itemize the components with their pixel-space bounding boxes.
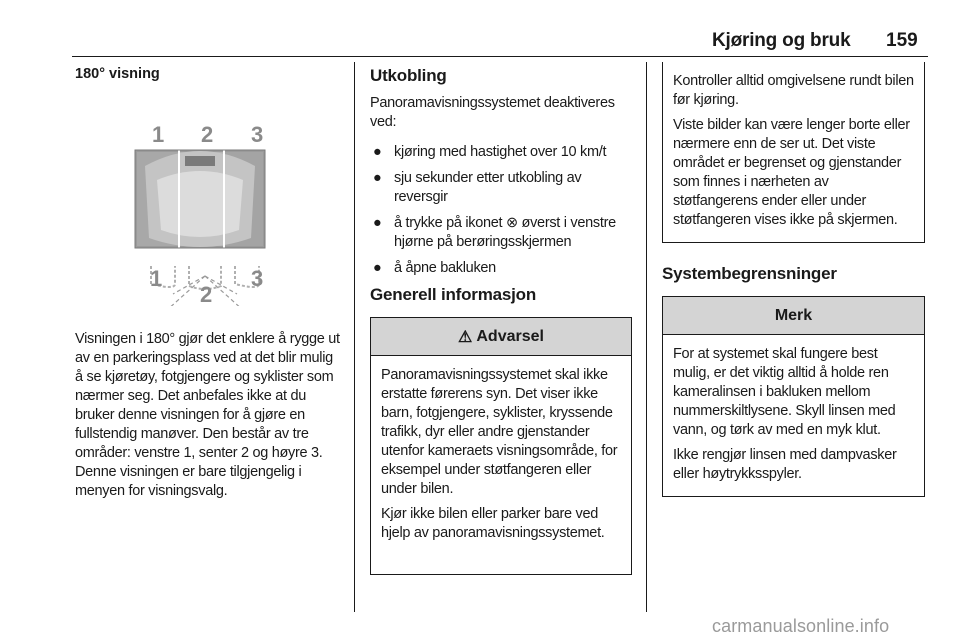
figure-bottom-label-1: 1 xyxy=(150,266,163,291)
warning-box-continued xyxy=(662,62,925,243)
warning-title: Advarsel xyxy=(476,327,544,345)
figure-bottom-label-3: 3 xyxy=(251,266,264,291)
list-item: ● å trykke på ikonet ⊗ øverst i venstre hjørne på berøringsskjermen xyxy=(373,215,616,250)
warning-box xyxy=(370,317,632,575)
paragraph-180-view: Visningen i 180° gjør det enklere å rygge ut av en parkeringsplass ved at det blir mulig å se kjøretøy, fotgjengere og syklister som nærmer seg. Det anbefales ikke at du bruker denne visningen for å gjøre en fullstendig manøver. Den består av tre områder: venstre 1, senter 2 og høyre 3. Denne visningen er bare tilgjengelig i menyen for visningsvalg. xyxy=(75,331,340,499)
column-divider-left xyxy=(354,62,355,612)
deactivation-list xyxy=(370,143,632,278)
continued-paragraph-1: Kontroller alltid omgivelsene rundt bilen før kjøring. xyxy=(673,73,914,108)
page-number: 159 xyxy=(886,30,918,51)
note-title: Merk xyxy=(774,306,813,324)
figure-top-label-2: 2 xyxy=(201,122,214,147)
note-box-body xyxy=(663,335,924,496)
heading-general-info: Generell informasjon xyxy=(370,285,537,304)
figure-bottom-label-2: 2 xyxy=(200,282,213,307)
column-divider-right xyxy=(646,62,647,612)
figure-top-label-3: 3 xyxy=(251,122,264,147)
page-header-title: Kjøring og bruk xyxy=(712,30,851,51)
column-2 xyxy=(370,66,632,575)
column-1 xyxy=(75,66,343,501)
watermark: carmanualsonline.info xyxy=(712,616,890,636)
list-item: ● å åpne bakluken xyxy=(373,260,496,276)
header-rule xyxy=(72,56,928,57)
section-subhead-180-view: 180° visning xyxy=(75,66,160,82)
list-item: ● kjøring med hastighet over 10 km/t xyxy=(373,144,607,160)
heading-system-limits: Systembegrensninger xyxy=(662,264,837,283)
warning-paragraph-2: Kjør ikke bilen eller parker bare ved hjelp av panoramavisningssystemet. xyxy=(381,506,605,541)
note-paragraph-2: Ikke rengjør linsen med dampvasker eller høytrykksspyler. xyxy=(673,447,897,482)
list-item: ● sju sekunder etter utkobling av reversgir xyxy=(373,170,582,205)
bullet-icon: ● xyxy=(373,144,382,160)
camera-view-illustration xyxy=(75,96,337,306)
note-box xyxy=(662,296,925,497)
note-paragraph-1: For at systemet skal fungere best mulig, er det viktig alltid å holde ren kameralinsen i bakluken mellom nummerskiltlysene. Skyll linsen med vann, og tørk av med en myk klut. xyxy=(673,346,896,438)
warning-box-header xyxy=(371,318,631,356)
warning-box-body xyxy=(371,356,631,555)
continued-paragraph-2: Viste bilder kan være lenger borte eller nærmere enn de ser ut. Det viste området er begrenset og gjenstander som finnes i nærheten av støtfangerens ender eller under støtfangeren vises ikke på skjermen. xyxy=(673,117,910,228)
paragraph-deactivation-intro: Panoramavisningssystemet deaktiveres ved: xyxy=(370,95,615,130)
figure-180-view xyxy=(75,96,337,306)
figure-top-label-1: 1 xyxy=(152,122,165,147)
warning-continued-body xyxy=(663,62,924,242)
bullet-icon: ● xyxy=(373,170,382,186)
bullet-icon: ● xyxy=(373,215,382,231)
warning-triangle-icon: ⚠ xyxy=(458,328,473,346)
column-3 xyxy=(662,66,925,497)
bullet-icon: ● xyxy=(373,260,382,276)
heading-deactivation: Utkobling xyxy=(370,66,447,85)
note-box-header xyxy=(663,297,924,335)
warning-paragraph-1: Panoramavisningssystemet skal ikke erstatte førerens syn. Det viser ikke barn, fotgjengere, syklister, kryssende trafikk, dyr eller andre gjenstander utenfor kameraets visningsområde, for eksempel under støtfangeren eller under bilen. xyxy=(381,367,618,497)
